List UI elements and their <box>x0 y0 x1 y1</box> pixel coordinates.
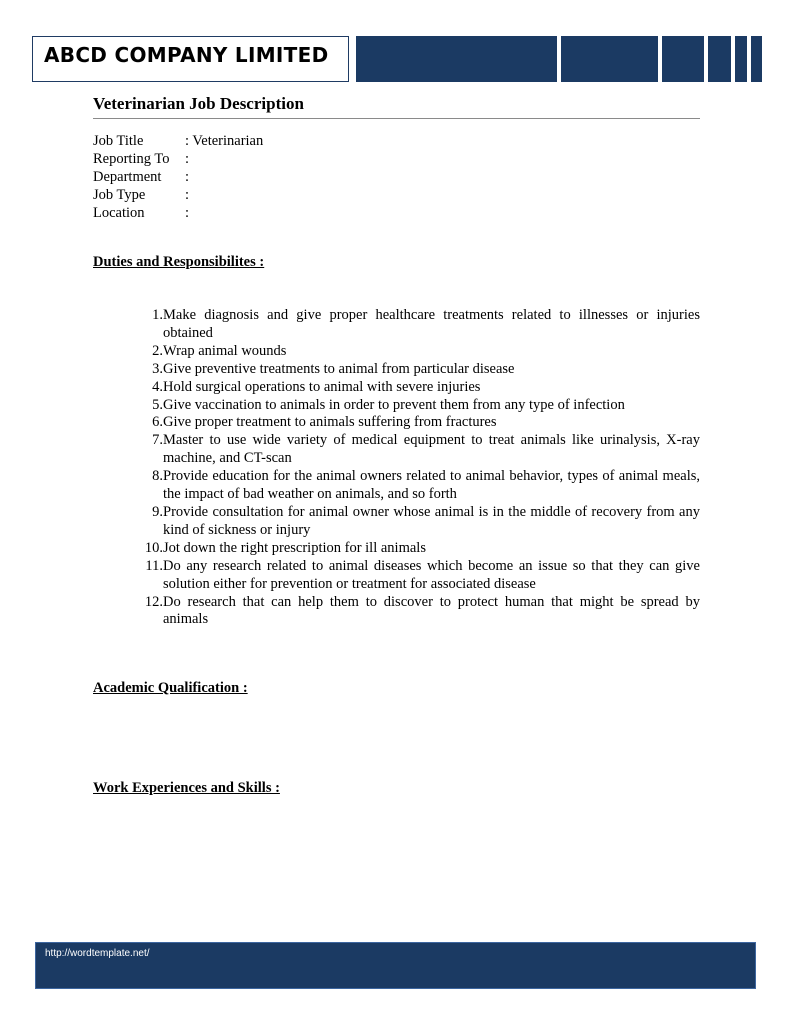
list-item <box>134 504 700 540</box>
list-text: Give vaccination to animals in order to prevent them from any type of infection <box>163 396 625 413</box>
list-text: Hold surgical operations to animal with severe injuries <box>163 378 481 395</box>
info-row-job-type <box>93 186 263 204</box>
list-text: Give preventive treatments to animal from particular disease <box>163 360 515 377</box>
list-text: Wrap animal wounds <box>163 342 287 359</box>
header-bar-3 <box>662 36 704 82</box>
list-number: 8. <box>152 468 163 485</box>
list-item <box>134 397 700 415</box>
list-item <box>134 540 700 558</box>
duties-heading: Duties and Responsibilites : <box>93 254 265 270</box>
header-bar-1 <box>356 36 557 82</box>
company-name: ABCD COMPANY LIMITED <box>44 43 329 67</box>
list-number: 3. <box>152 360 163 377</box>
duties-list <box>134 307 700 629</box>
list-text: Do research that can help them to discover to protect human that might be spread by animals <box>163 593 700 628</box>
list-text: Jot down the right prescription for ill animals <box>163 539 426 556</box>
list-item <box>134 414 700 432</box>
document-title: Veterinarian Job Description <box>93 94 304 113</box>
list-item <box>134 343 700 361</box>
info-label: Department <box>93 169 162 185</box>
info-value: : <box>185 187 190 203</box>
academic-qualification-heading: Academic Qualification : <box>93 680 248 696</box>
header-bar-2 <box>561 36 658 82</box>
list-number: 1. <box>152 307 163 323</box>
header-bar-4 <box>708 36 731 82</box>
info-label: Reporting To <box>93 151 170 167</box>
info-label: Job Type <box>93 187 146 203</box>
list-text: Master to use wide variety of medical equipment to treat animals like urinalysis, X-ray machine, and CT-scan <box>163 432 700 467</box>
info-value: : Veterinarian <box>185 133 264 149</box>
info-value: : <box>185 169 190 185</box>
work-experience-heading: Work Experiences and Skills : <box>93 780 280 796</box>
list-number: 12. <box>144 593 163 610</box>
list-text: Provide education for the animal owners related to animal behavior, types of animal meals, the impact of bad weather on animals, and so forth <box>163 468 700 503</box>
company-name-box <box>32 36 349 82</box>
list-item <box>134 432 700 468</box>
list-number: 2. <box>152 342 163 359</box>
list-text: Do any research related to animal diseases which become an issue so that they can give solution either for prevention or treatment for associated disease <box>163 557 700 592</box>
info-row-reporting-to <box>93 150 263 168</box>
list-number: 9. <box>152 503 163 520</box>
info-value: : <box>185 205 190 221</box>
list-item <box>134 468 700 504</box>
list-number: 10. <box>144 539 163 556</box>
list-number: 11. <box>145 557 163 574</box>
header-bar-6 <box>751 36 762 82</box>
info-row-job-title <box>93 132 263 150</box>
info-row-location <box>93 204 263 222</box>
list-item <box>134 307 700 343</box>
list-item <box>134 558 700 594</box>
footer-link[interactable]: http://wordtemplate.net/ <box>45 948 150 959</box>
info-row-department <box>93 168 263 186</box>
header-bar-5 <box>735 36 747 82</box>
list-text: Give proper treatment to animals suffering from fractures <box>163 414 497 431</box>
list-number: 7. <box>152 432 163 449</box>
list-number: 5. <box>152 396 163 413</box>
footer-bar <box>35 942 756 989</box>
list-number: 6. <box>152 414 163 431</box>
job-info <box>93 132 263 222</box>
info-value: : <box>185 151 190 167</box>
list-item <box>134 594 700 630</box>
title-divider <box>93 118 700 119</box>
list-text: Provide consultation for animal owner whose animal is in the middle of recovery from any kind of sickness or injury <box>163 503 700 538</box>
info-label: Job Title <box>93 133 144 149</box>
info-label: Location <box>93 205 145 221</box>
list-item <box>134 361 700 379</box>
list-text: Make diagnosis and give proper healthcare treatments related to illnesses or injuries obtained <box>163 307 700 341</box>
list-item <box>134 379 700 397</box>
list-number: 4. <box>152 378 163 395</box>
